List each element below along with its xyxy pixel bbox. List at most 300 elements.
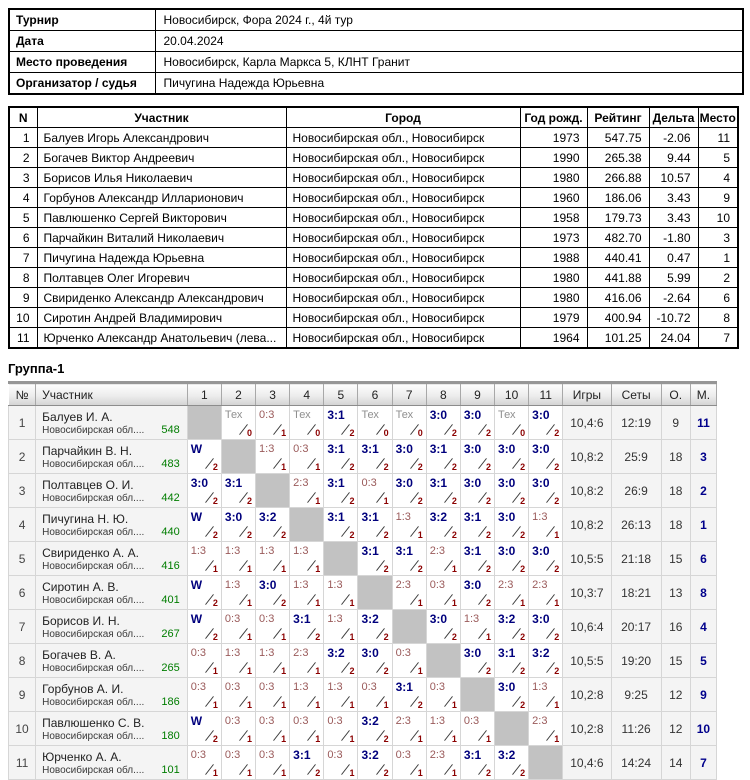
participant-cell: 6 [9,228,37,248]
match-result-cell [392,576,426,610]
match-points: 1 [281,666,287,676]
match-score: 0:3 [293,443,309,455]
participant-cell: 266.88 [587,168,649,188]
match-result-cell [426,474,460,508]
participant-cell: 1980 [520,268,587,288]
player-region: Новосибирская обл.... [42,662,145,674]
match-score: 3:1 [429,442,448,456]
match-result-cell [324,474,358,508]
match-result-cell [529,644,563,678]
match-points: 2 [315,632,321,642]
match-points: 1 [451,768,457,778]
match-points: 2 [520,462,526,472]
player-cell [36,678,188,712]
match-score: 2:3 [293,477,309,489]
match-result-cell [529,508,563,542]
match-points: 2 [212,530,218,540]
group-header-cell: М. [690,383,716,406]
participant-cell: 5 [698,148,738,168]
match-score: 2:3 [532,579,548,591]
match-result-cell [460,406,494,440]
match-points: 1 [281,768,287,778]
match-points: 0 [417,428,423,438]
participant-row [9,128,738,148]
place-cell: 4 [690,610,716,644]
match-result-cell [187,474,221,508]
match-score: 1:3 [532,681,548,693]
match-result-cell [495,440,529,474]
match-points: 2 [486,462,492,472]
match-points: 2 [281,598,287,608]
match-points: 2 [383,666,389,676]
participant-cell: 416.06 [587,288,649,308]
participant-cell: 3.43 [649,208,698,228]
match-points: 2 [349,666,355,676]
player-rating: 186 [161,695,180,708]
match-score: 0:3 [395,749,411,761]
match-result-cell [426,746,460,780]
info-row [9,9,743,31]
match-result-cell [426,508,460,542]
player-name: Парчайкин В. Н. [42,443,133,458]
match-result-cell [495,610,529,644]
games-cell: 10,8:2 [563,440,611,474]
match-result-cell [187,746,221,780]
participant-cell: 1988 [520,248,587,268]
info-label: Дата [9,31,155,52]
info-row [9,31,743,52]
participant-cell: Новосибирская обл., Новосибирск [286,128,520,148]
match-score: W [190,442,203,456]
match-score: W [190,578,203,592]
match-points: 1 [281,564,287,574]
participant-cell: 1 [9,128,37,148]
group-player-row [9,440,717,474]
match-points: 1 [520,598,526,608]
match-points: 0 [247,428,253,438]
match-score: 2:3 [429,545,446,557]
match-points: 1 [554,734,560,744]
match-score: Тех [293,409,311,421]
match-result-cell [221,610,255,644]
participant-cell: 11 [698,128,738,148]
match-score: 2:3 [532,715,548,727]
match-score: 3:0 [498,510,516,524]
player-rating: 101 [161,763,180,776]
match-points: 1 [554,530,560,540]
participant-cell: 6 [698,288,738,308]
participant-row [9,308,738,328]
match-score: 0:3 [259,749,275,761]
match-points: 1 [383,496,389,506]
player-region: Новосибирская обл.... [42,730,145,742]
participant-cell: Новосибирская обл., Новосибирск [286,208,520,228]
match-score: 0:3 [429,681,446,693]
match-result-cell [290,678,324,712]
match-result-cell [426,678,460,712]
participant-cell: 440.41 [587,248,649,268]
player-rating: 548 [161,423,180,436]
player-number: 2 [9,440,36,474]
player-cell [36,576,188,610]
match-result-cell [460,712,494,746]
match-points: 1 [212,768,218,778]
match-result-cell [529,610,563,644]
match-result-cell [187,508,221,542]
group-player-row [9,678,717,712]
match-score: 3:2 [361,748,379,762]
match-score: 3:0 [463,442,482,456]
player-cell [36,746,188,780]
match-score: 3:0 [224,510,243,524]
place-cell: 2 [690,474,716,508]
group-player-row [9,542,717,576]
info-table-body [9,9,743,94]
participant-cell: 400.94 [587,308,649,328]
participant-cell: Горбунов Александр Илларионович [37,188,286,208]
player-subline [42,730,183,743]
place-cell: 6 [690,542,716,576]
match-result-cell [495,576,529,610]
player-number: 8 [9,644,36,678]
group-header-cell: Сеты [611,383,661,406]
points-cell: 12 [661,712,690,746]
match-points: 2 [281,530,287,540]
sets-cell: 9:25 [611,678,661,712]
diagonal-cell [392,610,426,644]
player-cell [36,440,188,474]
diagonal-cell [221,440,255,474]
match-score: 3:2 [327,646,345,660]
match-result-cell [256,542,290,576]
participant-cell: 186.06 [587,188,649,208]
participant-cell: 1 [698,248,738,268]
match-result-cell [495,508,529,542]
player-region: Новосибирская обл.... [42,424,145,436]
match-score: 3:0 [498,442,516,456]
match-result-cell [358,712,392,746]
match-score: 0:3 [429,579,446,591]
match-score: 0:3 [190,749,207,761]
player-region: Новосибирская обл.... [42,696,145,708]
match-result-cell [358,542,392,576]
match-score: 3:0 [532,612,550,626]
player-subline [42,764,183,777]
match-result-cell [426,440,460,474]
match-points: 0 [520,428,526,438]
match-score: 3:1 [293,748,311,762]
match-score: 0:3 [259,409,275,421]
participant-cell: 5 [9,208,37,228]
player-name: Пичугина Н. Ю. [42,511,129,526]
match-score: 0:3 [259,613,275,625]
match-score: 1:3 [224,647,241,659]
match-score: 1:3 [429,715,446,727]
participant-cell: 1980 [520,288,587,308]
match-result-cell [221,576,255,610]
participant-cell: 265.38 [587,148,649,168]
points-cell: 9 [661,406,690,440]
player-cell [36,542,188,576]
match-result-cell [256,746,290,780]
match-score: 3:0 [498,680,516,694]
participants-table-body [9,128,738,349]
participant-cell: 11 [9,328,37,349]
diagonal-cell [495,712,529,746]
place-cell: 9 [690,678,716,712]
points-cell: 18 [661,440,690,474]
participants-header-cell: Место [698,107,738,128]
match-result-cell [460,746,494,780]
participants-header-cell: N [9,107,37,128]
participant-cell: 1958 [520,208,587,228]
match-score: 3:2 [498,612,516,626]
participants-header-cell: Год рожд. [520,107,587,128]
match-points: 2 [349,496,355,506]
match-result-cell [187,644,221,678]
participant-cell: 10.57 [649,168,698,188]
games-cell: 10,4:6 [563,406,611,440]
points-cell: 13 [661,576,690,610]
match-result-cell [460,542,494,576]
match-points: 1 [486,734,492,744]
match-result-cell [460,610,494,644]
match-score: 3:0 [429,408,448,422]
player-cell [36,508,188,542]
player-number: 5 [9,542,36,576]
match-score: 3:1 [361,442,379,456]
player-cell [36,712,188,746]
match-score: 2:3 [498,579,514,591]
match-score: 3:2 [361,714,379,728]
match-result-cell [529,712,563,746]
match-score: 3:2 [429,510,448,524]
participant-cell: 3.43 [649,188,698,208]
player-subline [42,696,183,709]
participant-row [9,328,738,349]
match-points: 1 [451,734,457,744]
match-result-cell [358,508,392,542]
match-result-cell [256,678,290,712]
participants-header-cell: Участник [37,107,286,128]
match-score: 1:3 [190,545,207,557]
match-score: 0:3 [361,477,377,489]
match-result-cell [221,712,255,746]
participant-cell: 2 [9,148,37,168]
match-result-cell [221,678,255,712]
match-points: 2 [520,666,526,676]
group-table-body [9,406,717,780]
player-rating: 401 [161,593,180,606]
match-points: 1 [451,598,457,608]
match-result-cell [290,576,324,610]
sets-cell: 12:19 [611,406,661,440]
match-result-cell [392,644,426,678]
participant-row [9,208,738,228]
info-value: Новосибирск, Карла Маркса 5, КЛНТ Гранит [155,52,743,73]
match-points: 1 [417,530,423,540]
match-result-cell [187,678,221,712]
player-region: Новосибирская обл.... [42,628,145,640]
points-cell: 15 [661,644,690,678]
player-name: Юрченко А. А. [42,749,122,764]
participant-cell: Сиротин Андрей Владимирович [37,308,286,328]
match-result-cell [495,542,529,576]
match-points: 1 [417,598,423,608]
match-points: 1 [247,598,253,608]
diagonal-cell [529,746,563,780]
match-result-cell [290,644,324,678]
match-result-cell [529,576,563,610]
match-result-cell [187,610,221,644]
group-player-row [9,712,717,746]
match-score: 1:3 [327,579,343,591]
match-points: 2 [554,496,560,506]
player-name: Борисов И. Н. [42,613,120,628]
match-points: 2 [451,462,457,472]
match-score: 0:3 [224,613,241,625]
match-points: 2 [247,496,253,506]
match-points: 1 [212,666,218,676]
match-points: 2 [451,496,457,506]
group-header-cell: 3 [256,383,290,406]
player-number: 7 [9,610,36,644]
participant-cell: Балуев Игорь Александрович [37,128,286,148]
match-result-cell [187,712,221,746]
match-result-cell [392,406,426,440]
match-score: 3:0 [498,476,516,490]
group-player-row [9,474,717,508]
match-score: 1:3 [327,681,343,693]
player-rating: 180 [161,729,180,742]
match-score: 3:1 [429,476,448,490]
place-cell: 1 [690,508,716,542]
match-points: 2 [417,496,423,506]
match-score: 2:3 [293,647,309,659]
participant-cell: Новосибирская обл., Новосибирск [286,328,520,349]
group-header-cell: 11 [529,383,563,406]
match-points: 1 [486,632,492,642]
sets-cell: 14:24 [611,746,661,780]
match-points: 1 [315,496,321,506]
games-cell: 10,8:2 [563,474,611,508]
player-number: 11 [9,746,36,780]
participant-cell: Полтавцев Олег Игоревич [37,268,286,288]
participant-cell: 3 [9,168,37,188]
match-points: 2 [520,700,526,710]
participant-cell: 441.88 [587,268,649,288]
participant-cell: 9.44 [649,148,698,168]
match-result-cell [256,406,290,440]
player-number: 9 [9,678,36,712]
player-subline [42,560,183,573]
match-score: Тех [395,409,414,421]
match-result-cell [221,474,255,508]
match-score: W [190,612,203,626]
participant-cell: 7 [698,328,738,349]
match-points: 2 [451,530,457,540]
match-points: 2 [349,428,355,438]
player-rating: 267 [161,627,180,640]
player-rating: 440 [161,525,180,538]
match-points: 1 [349,632,355,642]
match-points: 2 [417,564,423,574]
match-score: 2:3 [395,715,411,727]
player-subline [42,424,183,437]
sets-cell: 20:17 [611,610,661,644]
match-points: 2 [554,632,560,642]
player-subline [42,492,183,505]
match-result-cell [187,542,221,576]
match-points: 1 [417,768,423,778]
match-score: 3:0 [463,646,482,660]
participants-header-cell: Дельта [649,107,698,128]
match-result-cell [460,508,494,542]
participant-cell: Новосибирская обл., Новосибирск [286,308,520,328]
match-score: 3:0 [532,408,550,422]
match-points: 2 [486,768,492,778]
match-score: 3:1 [293,612,311,626]
group-player-row [9,746,717,780]
match-points: 2 [486,564,492,574]
group-header-cell: 5 [324,383,358,406]
match-score: 3:0 [463,578,482,592]
match-points: 2 [554,428,560,438]
games-cell: 10,8:2 [563,508,611,542]
match-score: 3:1 [463,748,482,762]
participant-row [9,248,738,268]
group-player-row [9,610,717,644]
match-result-cell [290,474,324,508]
player-region: Новосибирская обл.... [42,764,145,776]
match-result-cell [426,542,460,576]
match-result-cell [426,406,460,440]
group-header-cell: № [9,383,36,406]
place-cell: 10 [690,712,716,746]
participant-cell: Новосибирская обл., Новосибирск [286,268,520,288]
match-result-cell [324,406,358,440]
participant-cell: 1973 [520,228,587,248]
match-score: 1:3 [259,647,275,659]
match-result-cell [187,440,221,474]
points-cell: 15 [661,542,690,576]
match-result-cell [290,542,324,576]
group-header-cell: Участник [36,383,188,406]
match-result-cell [221,542,255,576]
match-score: 1:3 [293,681,309,693]
match-result-cell [495,474,529,508]
match-score: 0:3 [361,681,377,693]
match-result-cell [256,508,290,542]
participant-cell: -10.72 [649,308,698,328]
match-score: 1:3 [224,545,241,557]
group-title: Группа-1 [8,361,65,376]
match-result-cell [392,508,426,542]
match-points: 1 [315,734,321,744]
sets-cell: 26:13 [611,508,661,542]
match-score: 3:0 [532,442,550,456]
participants-header-cell: Рейтинг [587,107,649,128]
participant-cell: 179.73 [587,208,649,228]
match-result-cell [290,712,324,746]
match-result-cell [324,576,358,610]
group-player-row [9,644,717,678]
match-result-cell [495,746,529,780]
match-score: W [190,510,203,524]
participant-cell: Богачев Виктор Андреевич [37,148,286,168]
match-points: 2 [212,496,218,506]
match-result-cell [324,746,358,780]
